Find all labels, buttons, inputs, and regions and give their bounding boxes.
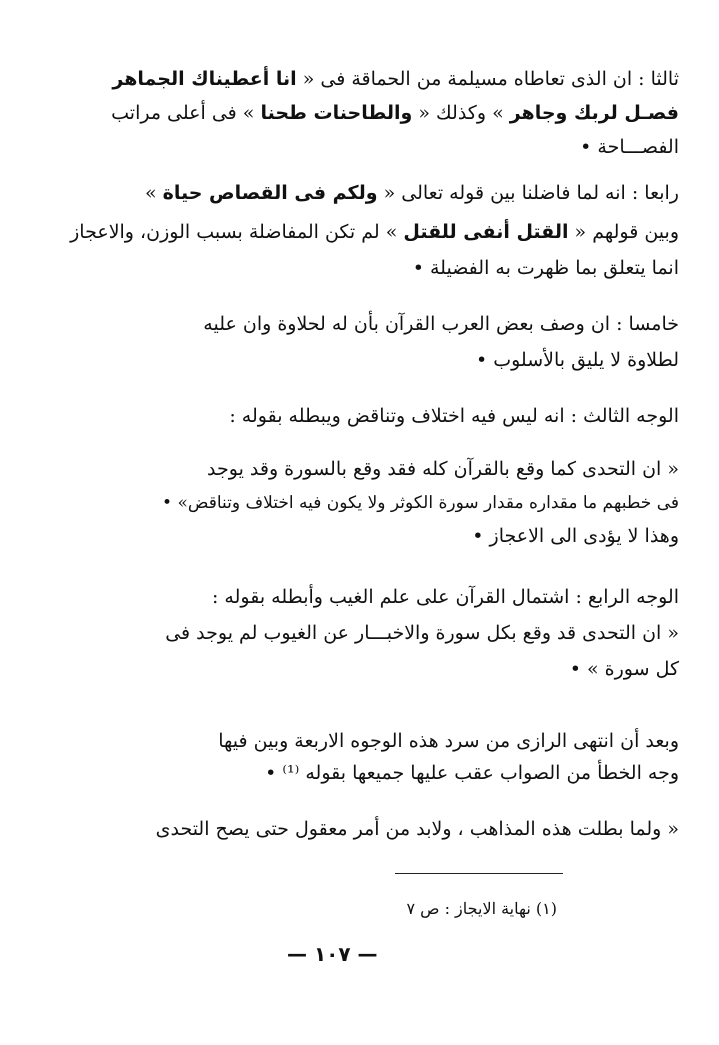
text-line — [203, 311, 679, 337]
text-run: « ان التحدى كما وقع بالقرآن كله فقد وقع بالسورة وقد يوجد — [207, 458, 679, 480]
footnote-separator — [395, 873, 563, 874]
text-run: الفصـــاحة • — [580, 136, 679, 158]
text-run: » — [144, 182, 163, 204]
bold-quote: انا أعطيناك الجماهر — [112, 68, 297, 90]
text-run: وهذا لا يؤدى الى الاعجاز • — [472, 525, 679, 547]
text-run: » وكذلك « — [412, 102, 510, 124]
text-run: فى خطبهم ما مقداره مقدار سورة الكوثر ولا يكون فيه اختلاف وتناقض» • — [162, 493, 679, 513]
footnote: (١) نهاية الايجاز : ص ٧ — [406, 899, 557, 918]
text-run: الوجه الثالث : انه ليس فيه اختلاف وتناقض ويبطله بقوله : — [229, 405, 679, 427]
text-run: وبين قولهم « — [568, 221, 679, 243]
text-run: « ان التحدى قد وقع بكل سورة والاخبـــار عن الغيوب لم يوجد فى — [165, 622, 679, 644]
text-line — [162, 490, 679, 516]
text-line — [580, 134, 679, 160]
page-number: — ١٠٧ — — [287, 942, 378, 966]
bold-quote: فصـل لربك وجاهر — [509, 102, 679, 124]
text-line — [218, 728, 679, 754]
text-line — [156, 816, 679, 842]
text-run: خامسا : ان وصف بعض العرب القرآن بأن له لحلاوة وان عليه — [203, 313, 679, 335]
text-run: وبعد أن انتهى الرازى من سرد هذه الوجوه الاربعة وبين فيها — [218, 730, 679, 752]
text-line — [265, 760, 679, 786]
text-line — [145, 180, 679, 206]
text-run: » فى أعلى مراتب — [111, 102, 261, 124]
text-run: ثالثا : ان الذى تعاطاه مسيلمة من الحماقة فى « — [296, 68, 679, 90]
text-run: انما يتعلق بما ظهرت به الفضيلة • — [412, 257, 679, 279]
text-line — [229, 403, 679, 429]
text-line — [413, 255, 679, 281]
text-line — [165, 620, 679, 646]
text-line — [212, 584, 679, 610]
text-line — [70, 219, 679, 245]
text-line — [111, 100, 679, 126]
text-run: وجه الخطأ من الصواب عقب عليها جميعها بقوله ⁽¹⁾ • — [265, 762, 679, 784]
bold-quote: والطاحنات طحنا — [260, 102, 413, 124]
text-line — [112, 66, 679, 92]
bold-quote: ولكم فى القصاص حياة — [162, 182, 378, 204]
text-run: لطلاوة لا يليق بالأسلوب • — [475, 349, 679, 371]
text-line — [570, 656, 679, 682]
text-line — [207, 456, 679, 482]
text-run: الوجه الرابع : اشتمال القرآن على علم الغيب وأبطله بقوله : — [211, 586, 679, 608]
text-line — [476, 347, 679, 373]
bold-quote: القتل أنفى للقتل — [403, 221, 569, 243]
text-run: رابعا : انه لما فاضلنا بين قوله تعالى « — [377, 182, 679, 204]
text-run: » لم تكن المفاضلة بسبب الوزن، والاعجاز — [70, 221, 404, 243]
text-line — [472, 523, 679, 549]
text-run: « ولما بطلت هذه المذاهب ، ولابد من أمر معقول حتى يصح التحدى — [155, 818, 679, 840]
text-run: كل سورة » • — [569, 658, 679, 680]
